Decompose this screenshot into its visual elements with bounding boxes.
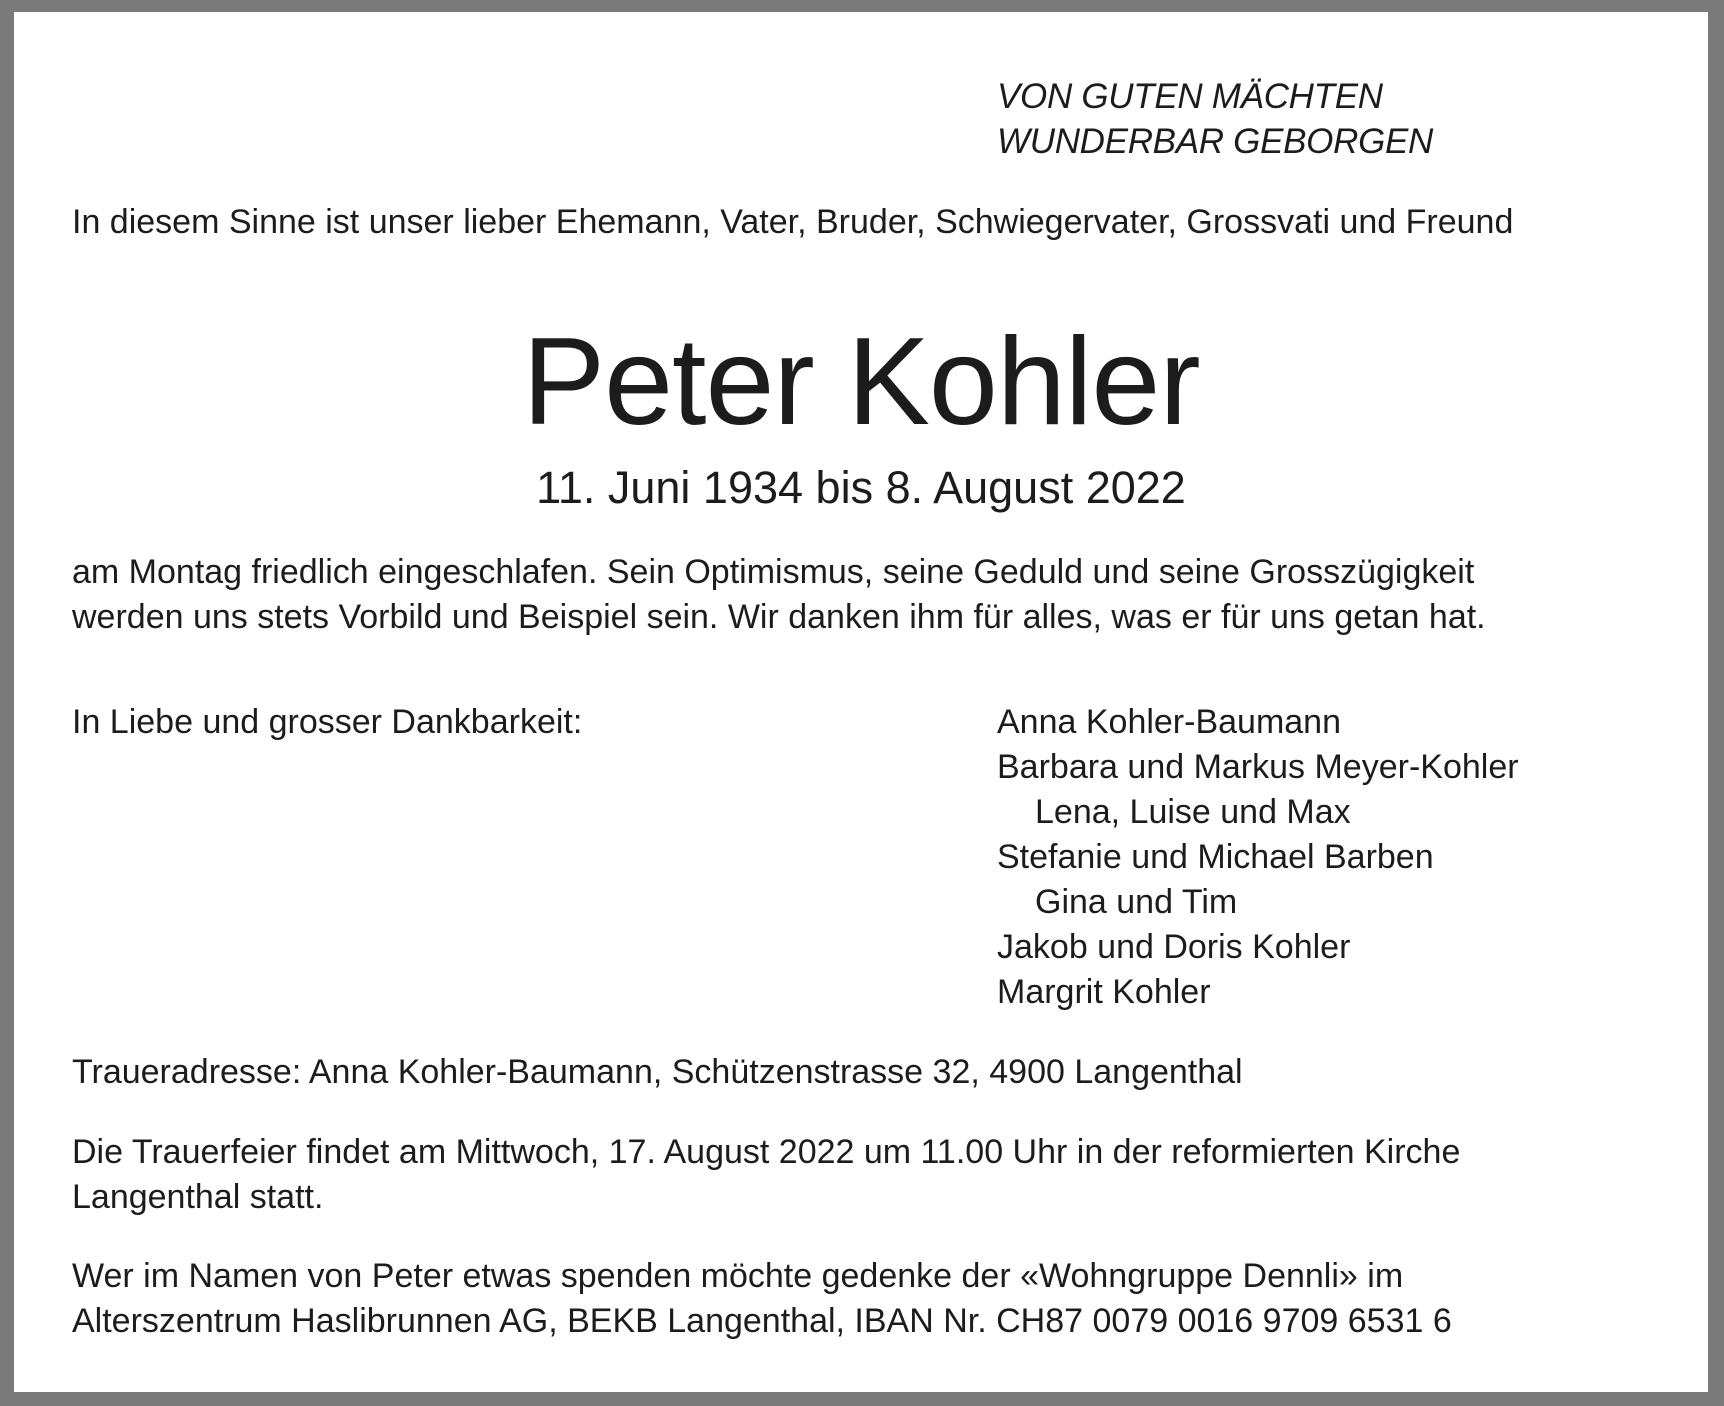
intro-text: In diesem Sinne ist unser lieber Ehemann, Vater, Bruder, Schwiegervater, Grossvati und Freund bbox=[72, 203, 1514, 241]
service-line: Die Trauerfeier findet am Mittwoch, 17. August 2022 um 11.00 Uhr in der reformierten Kirche bbox=[72, 1133, 1461, 1171]
deceased-name: Peter Kohler bbox=[522, 313, 1200, 451]
tribute-line: am Montag friedlich eingeschlafen. Sein Optimismus, seine Geduld und seine Grosszügigkeit bbox=[72, 553, 1475, 591]
tribute-line: werden uns stets Vorbild und Beispiel sein. Wir danken ihm für alles, was er für uns getan hat. bbox=[72, 598, 1486, 636]
family-list bbox=[997, 700, 1519, 1015]
family-member: Lena, Luise und Max bbox=[1035, 793, 1351, 831]
family-member: Margrit Kohler bbox=[997, 973, 1211, 1011]
thanks-label: In Liebe und grosser Dankbarkeit: bbox=[72, 703, 583, 741]
tribute-text bbox=[72, 550, 1486, 640]
donation-line: Wer im Namen von Peter etwas spenden möchte gedenke der «Wohngruppe Dennli» im bbox=[72, 1257, 1404, 1295]
family-member: Jakob und Doris Kohler bbox=[997, 928, 1351, 966]
motto-line: WUNDERBAR GEBORGEN bbox=[997, 122, 1434, 161]
family-member: Gina und Tim bbox=[1035, 883, 1238, 921]
funeral-service-info bbox=[72, 1130, 1460, 1220]
family-member: Barbara und Markus Meyer-Kohler bbox=[997, 748, 1519, 786]
family-member: Stefanie und Michael Barben bbox=[997, 838, 1434, 876]
obituary-page bbox=[14, 12, 1708, 1392]
motto-line: VON GUTEN MÄCHTEN bbox=[997, 77, 1383, 116]
donation-info bbox=[72, 1254, 1452, 1344]
family-member: Anna Kohler-Baumann bbox=[997, 703, 1342, 741]
mourning-address: Traueradresse: Anna Kohler-Baumann, Schützenstrasse 32, 4900 Langenthal bbox=[72, 1053, 1243, 1091]
donation-line: Alterszentrum Haslibrunnen AG, BEKB Langenthal, IBAN Nr. CH87 0079 0016 9709 6531 6 bbox=[72, 1302, 1452, 1340]
motto bbox=[997, 74, 1433, 164]
service-line: Langenthal statt. bbox=[72, 1178, 324, 1216]
life-dates: 11. Juni 1934 bis 8. August 2022 bbox=[536, 462, 1186, 513]
